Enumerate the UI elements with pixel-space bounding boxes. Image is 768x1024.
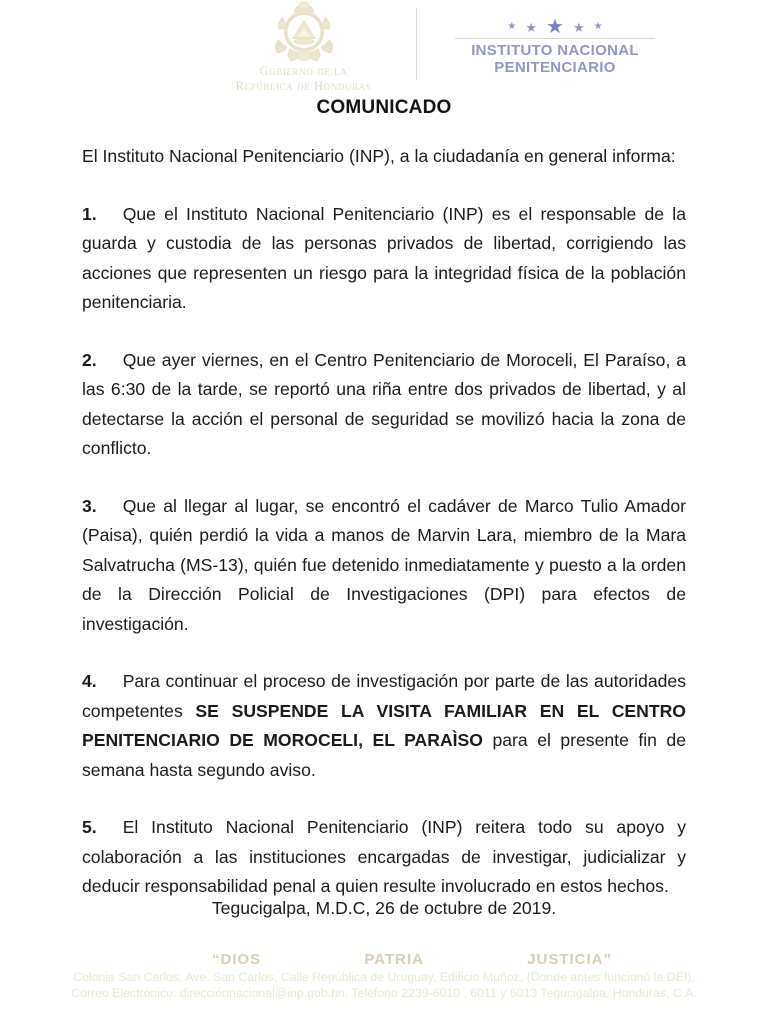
item-text-before: Para continuar el proceso de investigación por parte de las autoridades competentes [82,671,686,721]
five-stars-icon: ★ ★ ★ ★ ★ [507,16,603,38]
header-divider [416,8,417,80]
item-text-after: para el presente fin de semana hasta segundo aviso. [82,730,686,780]
item-number: 4. [82,671,97,691]
intro-paragraph: El Instituto Nacional Penitenciario (INP), a la ciudadanía en general informa: [82,146,676,166]
footer-contact-line: Correo Electrónico: direcciónnacional@inp.gob.hn, Teléfono 2239-6010 , 6011 y 6013 Tegucigalpa, Honduras, C.A. [71,985,697,1000]
inp-logo-line2: PENITENCIARIO [494,59,616,76]
document-body [82,142,686,902]
item-text: Que ayer viernes, en el Centro Penitenciario de Moroceli, El Paraíso, a las 6:30 de la tarde, se reportó una riña entre dos privados de libertad, y al detectarse la acción el personal de seguridad se movilizó hacia la zona de conflicto. [82,349,686,458]
item-number: 5. [82,817,97,837]
document-header [0,0,768,95]
motto-word-patria: PATRIA [364,951,424,968]
footer-address-line: Colonia San Carlos, Ave. San Carlos, Calle República de Uruguay, Edificio Muñoz, (Donde antes funcionó la DEI), [73,970,695,984]
item-number: 1. [82,203,97,224]
numbered-item-1 [82,200,686,318]
government-logo-line2: República de Honduras [235,78,372,93]
item-text-emphasis: SE SUSPENDE LA VISITA FAMILIAR EN EL CENTRO PENITENCIARIO DE MOROCELI, EL PARAÌSO [82,700,686,750]
numbered-item-5 [82,813,686,902]
honduras-coat-of-arms-icon [268,2,340,64]
inp-logo-line1: INSTITUTO NACIONAL [471,42,639,59]
item-number: 2. [82,349,97,370]
item-text: Que al llegar al lugar, se encontró el cadáver de Marco Tulio Amador (Paisa), quién perdió la vida a manos de Marvin Lara, miembro de la Mara Salvatrucha (MS-13), quién fue detenido inmediatamente y puesto a la orden de la Dirección Policial de Investigaciones (DPI) para efectos de investigación. [82,495,686,634]
motto [212,951,612,968]
inp-logo [440,18,670,76]
government-logo-line1: Gobierno de la [259,64,348,78]
footer [0,970,768,1001]
inp-logo-rule [455,38,655,39]
motto-word-justicia: JUSTICIA” [527,951,612,968]
government-logo [196,2,411,93]
numbered-item-4 [82,667,686,785]
numbered-item-3 [82,492,686,640]
numbered-item-2 [82,346,686,464]
item-text: Que el Instituto Nacional Penitenciario (INP) es el responsable de la guarda y custodia de las personas privados de libertad, corrigiendo las acciones que representen un riesgo para la integridad física de la población penitenciaria. [82,203,686,312]
item-number: 3. [82,495,97,516]
motto-word-dios: “DIOS [212,951,262,968]
page-title: COMUNICADO [316,97,452,118]
item-text: El Instituto Nacional Penitenciario (INP) reitera todo su apoyo y colaboración a las instituciones encargadas de investigar, judicializar y deducir responsabilidad penal a quien resulte involucrado en estos hechos. [82,817,686,896]
dateline: Tegucigalpa, M.D.C, 26 de octubre de 2019. [211,898,557,918]
